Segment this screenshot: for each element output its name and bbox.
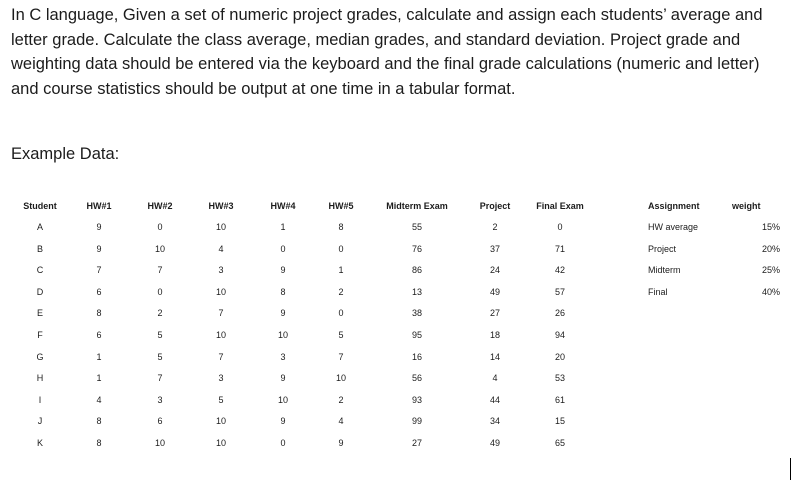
weights-cell: 15% bbox=[761, 222, 780, 232]
grades-header-cell: Final Exam bbox=[536, 201, 584, 211]
grades-cell: 94 bbox=[554, 330, 566, 340]
grades-cell: 0 bbox=[338, 308, 344, 319]
grades-cell: 38 bbox=[411, 308, 423, 319]
grades-cell: 8 bbox=[280, 286, 286, 297]
grades-cell: 3 bbox=[218, 373, 224, 384]
grades-cell: 10 bbox=[215, 286, 227, 297]
grades-cell: 7 bbox=[157, 265, 163, 276]
grades-cell: 2 bbox=[338, 394, 344, 405]
grades-cell: 6 bbox=[157, 416, 163, 427]
grades-cell: 95 bbox=[411, 330, 423, 340]
grades-cell: 7 bbox=[218, 351, 224, 362]
grades-cell: 9 bbox=[280, 265, 286, 276]
grades-cell: G bbox=[36, 351, 44, 362]
weights-cell: Project bbox=[648, 243, 677, 254]
grades-cell: 2 bbox=[157, 308, 163, 319]
grades-cell: 10 bbox=[154, 438, 166, 448]
grades-cell: 0 bbox=[557, 222, 563, 232]
grades-cell: 1 bbox=[96, 351, 102, 362]
grades-cell: J bbox=[37, 416, 43, 427]
grades-cell: 4 bbox=[218, 243, 224, 254]
grades-cell: 16 bbox=[411, 351, 423, 362]
grades-cell: 13 bbox=[411, 286, 423, 297]
grades-cell: 27 bbox=[489, 308, 501, 319]
grades-cell: 86 bbox=[411, 265, 423, 276]
grades-cell: H bbox=[36, 373, 44, 384]
grades-cell: 6 bbox=[96, 286, 102, 297]
weights-cell: 40% bbox=[761, 286, 780, 297]
grades-cell: 3 bbox=[218, 265, 224, 276]
grades-cell: 76 bbox=[411, 243, 423, 254]
grades-cell: 7 bbox=[157, 373, 163, 384]
grades-cell: 10 bbox=[277, 330, 289, 340]
grades-cell: 0 bbox=[157, 286, 163, 297]
grades-cell: C bbox=[36, 265, 44, 276]
example-data-label: Example Data: bbox=[11, 145, 120, 163]
grades-cell: 4 bbox=[96, 394, 102, 405]
grades-cell: 71 bbox=[554, 243, 566, 254]
grades-cell: 57 bbox=[554, 286, 566, 297]
grades-cell: 99 bbox=[411, 416, 423, 427]
grades-header-cell: Project bbox=[479, 201, 511, 211]
weights-cell: 20% bbox=[761, 243, 780, 254]
grades-cell: 9 bbox=[96, 222, 102, 232]
grades-cell: 26 bbox=[554, 308, 566, 319]
grades-cell: 10 bbox=[215, 330, 227, 340]
grades-cell: 1 bbox=[96, 373, 102, 384]
grades-cell: 9 bbox=[280, 416, 286, 427]
weights-cell: 25% bbox=[761, 265, 780, 276]
grades-cell: 24 bbox=[489, 265, 501, 276]
grades-cell: 1 bbox=[280, 222, 286, 232]
question-text: In C language, Given a set of numeric project grades, calculate and assign each students’ average and letter grade. Calculate the class average, median grades, and standard deviation. Project grade and weighting data should be entered via the keyboard and the final grade calculations (numeric and letter) and course statistics should be output at one time in a tabular format. bbox=[11, 6, 763, 98]
grades-cell: 0 bbox=[338, 243, 344, 254]
grades-cell: 8 bbox=[96, 416, 102, 427]
grades-cell: 0 bbox=[280, 438, 286, 448]
grades-header-cell: Midterm Exam bbox=[386, 201, 448, 211]
grades-cell: 53 bbox=[554, 373, 566, 384]
grades-cell: 3 bbox=[280, 351, 286, 362]
grades-cell: 8 bbox=[96, 308, 102, 319]
grades-header-cell: Student bbox=[23, 201, 57, 211]
grades-cell: 37 bbox=[489, 243, 501, 254]
grades-cell: I bbox=[38, 394, 42, 405]
grades-cell: 65 bbox=[554, 438, 566, 448]
grades-cell: 5 bbox=[157, 330, 163, 340]
weights-header-cell: Assignment bbox=[648, 201, 700, 211]
grades-cell: 7 bbox=[218, 308, 224, 319]
grades-cell: 1 bbox=[338, 265, 344, 276]
grades-cell: 5 bbox=[338, 330, 344, 340]
grades-header-cell: HW#2 bbox=[147, 201, 173, 211]
grades-cell: 10 bbox=[215, 416, 227, 427]
grades-cell: 20 bbox=[554, 351, 566, 362]
grades-header-cell: HW#5 bbox=[328, 201, 354, 211]
grades-cell: 34 bbox=[489, 416, 501, 427]
grades-cell: 8 bbox=[338, 222, 344, 232]
grades-cell: 10 bbox=[335, 373, 347, 384]
grades-cell: 49 bbox=[489, 438, 501, 448]
weights-header-cell: weight bbox=[732, 201, 761, 211]
grades-cell: 6 bbox=[96, 330, 102, 340]
grades-cell: B bbox=[36, 243, 44, 254]
grades-cell: D bbox=[36, 286, 44, 297]
grades-cell: E bbox=[36, 308, 44, 319]
grades-cell: A bbox=[36, 222, 44, 232]
grades-cell: 7 bbox=[338, 351, 344, 362]
weights-cell: Midterm bbox=[648, 265, 681, 276]
grades-cell: 14 bbox=[489, 351, 501, 362]
grades-cell: 2 bbox=[338, 286, 344, 297]
grades-cell: 5 bbox=[157, 351, 163, 362]
grades-cell: F bbox=[37, 330, 43, 340]
grades-cell: 9 bbox=[280, 373, 286, 384]
grades-cell: 10 bbox=[154, 243, 166, 254]
grades-cell: 42 bbox=[554, 265, 566, 276]
grades-cell: 9 bbox=[338, 438, 344, 448]
weights-cell: HW average bbox=[648, 222, 699, 232]
grades-cell: 0 bbox=[280, 243, 286, 254]
grades-header-cell: HW#4 bbox=[270, 201, 296, 211]
grades-cell: 7 bbox=[96, 265, 102, 276]
grades-cell: 5 bbox=[218, 394, 224, 405]
grades-cell: 8 bbox=[96, 438, 102, 448]
grades-header-cell: HW#3 bbox=[208, 201, 234, 211]
grades-cell: 10 bbox=[277, 394, 289, 405]
grades-cell: 4 bbox=[492, 373, 498, 384]
grades-cell: 9 bbox=[280, 308, 286, 319]
text-cursor bbox=[790, 458, 791, 480]
grades-cell: 55 bbox=[411, 222, 423, 232]
grades-header-cell: HW#1 bbox=[86, 201, 112, 211]
grades-cell: 10 bbox=[215, 438, 227, 448]
grades-cell: 27 bbox=[411, 438, 423, 448]
grades-cell: 56 bbox=[411, 373, 423, 384]
grades-cell: K bbox=[36, 438, 44, 448]
grades-cell: 44 bbox=[489, 394, 501, 405]
grades-cell: 93 bbox=[411, 394, 423, 405]
grades-cell: 18 bbox=[489, 330, 501, 340]
grades-cell: 0 bbox=[157, 222, 163, 232]
grades-cell: 15 bbox=[554, 416, 566, 427]
grades-cell: 3 bbox=[157, 394, 163, 405]
grades-cell: 61 bbox=[554, 394, 566, 405]
grades-cell: 2 bbox=[492, 222, 498, 232]
grades-cell: 10 bbox=[215, 222, 227, 232]
grades-cell: 4 bbox=[338, 416, 344, 427]
grades-cell: 9 bbox=[96, 243, 102, 254]
grades-cell: 49 bbox=[489, 286, 501, 297]
weights-cell: Final bbox=[648, 286, 668, 297]
